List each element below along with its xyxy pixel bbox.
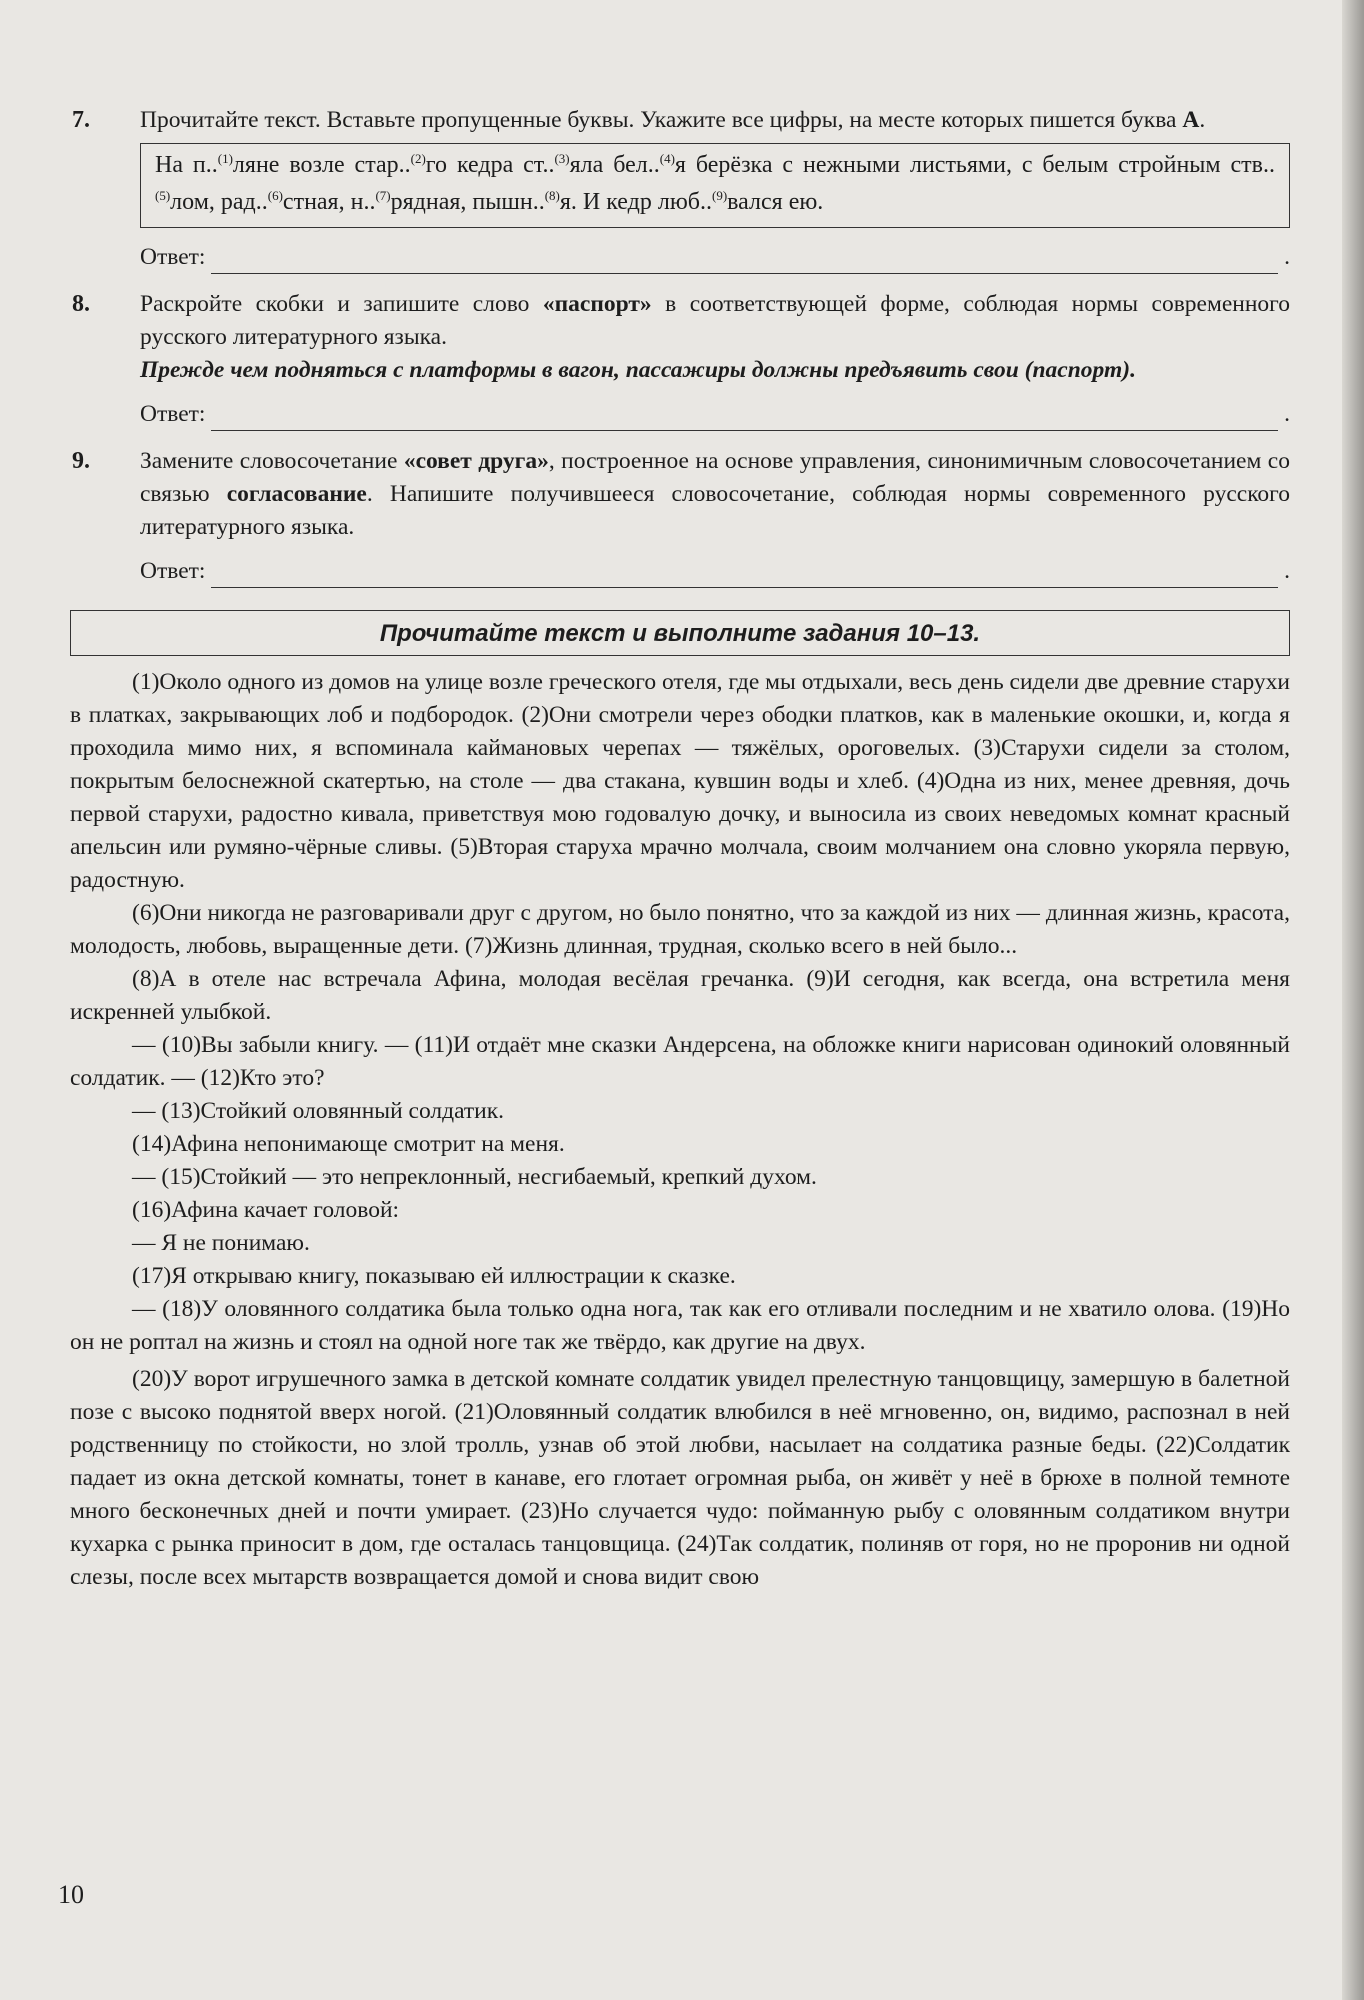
passage-paragraph: (20)У ворот игрушечного замка в детской комнате солдатик увидел прелестную танцовщицу, замершую в балетной позе с высоко поднятой вверх ногой. (21)Оловянный солдатик влюбился в неё мгновенно, он, видимо, распознал в ней родственницу по стойкости, но злой тролль, узнав об этой любви, насылает на солдатика разные беды. (22)Солдатик падает из окна детской комнаты, тонет в канаве, его глотает огромная рыба, он живёт у неё в брюхе в полной темноте много бесконечных дней и почти умирает. (23)Но случается чудо: пойманную рыбу с оловянным солдатиком внутри кухарка с рынка приносит в дом, где осталась танцовщица. (24)Так солдатик, полиняв от горя, но не проронив ни одной слезы, после всех мытарств возвращается домой и снова видит свою [70, 1366, 1290, 1590]
page-number: 10 [58, 1880, 84, 1909]
passage-paragraph: (6)Они никогда не разговаривали друг с другом, но было понятно, что за каждой из них — длинная жизнь, красота, молодость, любовь, выращенные дети. (7)Жизнь длинная, трудная, сколько всего в ней было... [70, 900, 1290, 959]
passage-paragraph: (17)Я открываю книгу, показываю ей иллюстрации к сказке. [132, 1263, 736, 1289]
passage-paragraph: — (18)У оловянного солдатика была только одна нога, так как его отливали последним и не хватило олова. (19)Но он не роптал на жизнь и стоял на одной ноге так же твёрдо, как другие на двух. [70, 1296, 1290, 1355]
reading-passage [70, 666, 1290, 1594]
task-sentence: Прежде чем подняться с платформы в вагон, пассажиры должны предъявить свои (паспорт). [140, 357, 1136, 383]
task-instruction: Прочитайте текст. Вставьте пропущенные буквы. Укажите все цифры, на месте которых пишется буква А. [140, 107, 1206, 133]
answer-line[interactable]: Ответ: . [140, 552, 1290, 588]
task-number: 7. [72, 107, 90, 133]
task-8 [70, 288, 1290, 431]
passage-paragraph: (16)Афина качает головой: [132, 1197, 400, 1223]
answer-field[interactable] [211, 247, 1278, 274]
passage-paragraph: — (10)Вы забыли книгу. — (11)И отдаёт мне сказки Андерсена, на обложке книги нарисован одинокий оловянный солдатик. — (12)Кто это? [70, 1032, 1290, 1091]
passage-paragraph: (1)Около одного из домов на улице возле греческого отеля, где мы отдыхали, весь день сидели две древние старухи в платках, закрывающих лоб и подбородок. (2)Они смотрели через ободки платков, как в маленькие окошки, и, когда я проходила мимо них, я вспоминала каймановых черепах — тяжёлых, ороговелых. (3)Старухи сидели за столом, покрытым белоснежной скатертью, на столе — два стакана, кувшин воды и хлеб. (4)Одна из них, менее древняя, дочь первой старухи, радостно кивала, приветствуя мою годовалую дочку, и выносила из своих неведомых комнат красный апельсин или румяно-чёрные сливы. (5)Вторая старуха мрачно молчала, своим молчанием она словно укоряла первую, радостную. [70, 669, 1290, 893]
answer-label: Ответ: [140, 558, 206, 584]
passage-paragraph: (8)А в отеле нас встречала Афина, молодая весёлая гречанка. (9)И сегодня, как всегда, она встретила меня искренней улыбкой. [70, 966, 1290, 1025]
passage-paragraph: (14)Афина непонимающе смотрит на меня. [132, 1131, 565, 1157]
task-instruction: Замените словосочетание «совет друга», построенное на основе управления, синонимичным словосочетанием со связью согласование. Напишите получившееся словосочетание, соблюдая нормы современного русского литературного языка. [140, 448, 1290, 540]
answer-line[interactable]: Ответ: . [140, 238, 1290, 274]
page-content [70, 104, 1290, 1594]
task-number: 8. [72, 291, 90, 317]
answer-label: Ответ: [140, 401, 206, 427]
answer-field[interactable] [211, 404, 1278, 431]
answer-label: Ответ: [140, 244, 206, 270]
passage-paragraph: — Я не понимаю. [132, 1230, 310, 1256]
task-inset-text: На п..$^{(1)}$ляне возле стар..$^{(2)}$го кедра ст..$^{(3)}$яла бел..$^{(4)}$я берёзка с нежными листьями, с белым стройным ств..$^{(5)}$лом, рад..$^{(6)}$стная, н..$^{(7)}$рядная, пышн..$^{(8)}$я. И кедр люб..$^{(9)}$вался ею. [140, 143, 1290, 228]
task-7 [70, 104, 1290, 274]
page-edge [1342, 0, 1364, 2000]
task-instruction: Раскройте скобки и запишите слово «паспорт» в соответствующей форме, соблюдая нормы современного русского литературного языка. [140, 291, 1290, 350]
passage-paragraph: — (13)Стойкий оловянный солдатик. [132, 1098, 505, 1124]
passage-paragraph: — (15)Стойкий — это непреклонный, несгибаемый, крепкий духом. [132, 1164, 817, 1190]
task-9 [70, 445, 1290, 588]
section-banner: Прочитайте текст и выполните задания 10–13. [70, 610, 1290, 656]
answer-line[interactable]: Ответ: . [140, 395, 1290, 431]
answer-field[interactable] [211, 561, 1278, 588]
task-number: 9. [72, 448, 90, 474]
